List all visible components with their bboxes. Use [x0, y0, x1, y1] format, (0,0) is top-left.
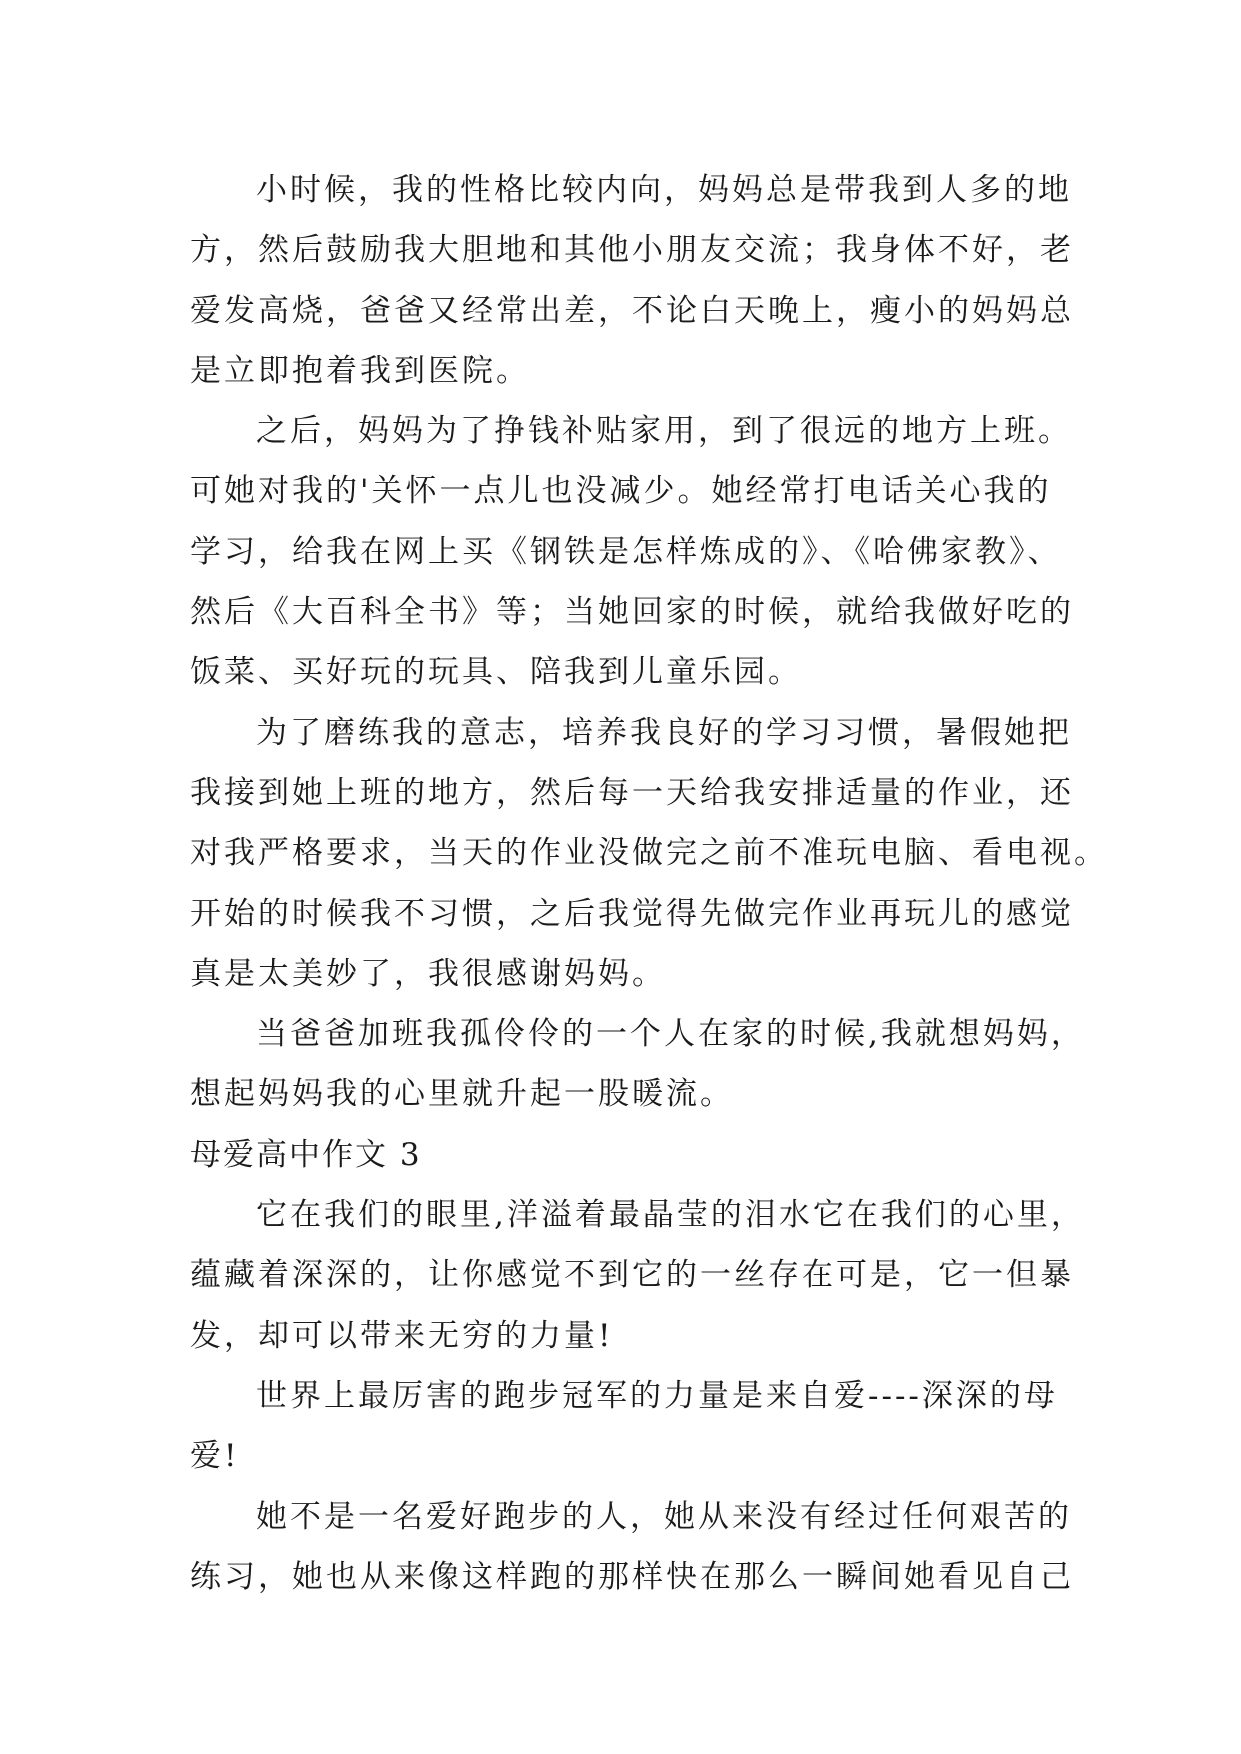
- paragraph-line: 真是太美妙了，我很感谢妈妈。: [190, 955, 666, 992]
- paragraph-line: 对我严格要求，当天的作业没做完之前不准玩电脑、看电视。: [190, 835, 1108, 872]
- paragraph-line: 世界上最厉害的跑步冠军的力量是来自爱----深深的母: [256, 1377, 1058, 1414]
- paragraph-line: 它在我们的眼里,洋溢着最晶莹的泪水它在我们的心里，: [256, 1197, 1085, 1234]
- paragraph-line: 想起妈妈我的心里就升起一股暖流。: [190, 1076, 734, 1113]
- paragraph-line: 开始的时候我不习惯，之后我觉得先做完作业再玩儿的感觉: [190, 895, 1074, 932]
- paragraph-line: 当爸爸加班我孤伶伶的一个人在家的时候,我就想妈妈，: [256, 1016, 1085, 1053]
- paragraph-line: 为了磨练我的意志，培养我良好的学习习惯，暑假她把: [256, 714, 1072, 751]
- paragraph-line: 学习，给我在网上买《钢铁是怎样炼成的》、《哈佛家教》、: [190, 533, 1062, 570]
- document-body: [190, 160, 1108, 1607]
- paragraph-line: 爱!: [190, 1438, 240, 1475]
- section-heading: 母爱高中作文 3: [190, 1136, 422, 1173]
- paragraph-line: 饭菜、买好玩的玩具、陪我到儿童乐园。: [190, 654, 802, 691]
- paragraph-line: 蕴藏着深深的，让你感觉不到它的一丝存在可是，它一但暴: [190, 1257, 1074, 1294]
- paragraph-line: 方，然后鼓励我大胆地和其他小朋友交流；我身体不好，老: [190, 232, 1074, 269]
- paragraph-line: 可她对我的'关怀一点儿也没减少。她经常打电话关心我的: [190, 473, 1052, 510]
- paragraph-line: 她不是一名爱好跑步的人，她从来没有经过任何艰苦的: [256, 1498, 1072, 1535]
- paragraph-line: 我接到她上班的地方，然后每一天给我安排适量的作业，还: [190, 774, 1074, 811]
- paragraph-line: 是立即抱着我到医院。: [190, 352, 530, 389]
- paragraph-line: 爱发高烧，爸爸又经常出差，不论白天晚上，瘦小的妈妈总: [190, 292, 1074, 329]
- paragraph-line: 发，却可以带来无穷的力量!: [190, 1317, 614, 1354]
- paragraph-line: 之后，妈妈为了挣钱补贴家用，到了很远的地方上班。: [256, 413, 1072, 450]
- paragraph-line: 然后《大百科全书》等；当她回家的时候，就给我做好吃的: [190, 594, 1074, 631]
- paragraph-line: 小时候，我的性格比较内向，妈妈总是带我到人多的地: [256, 172, 1072, 208]
- paragraph-line: 练习，她也从来像这样跑的那样快在那么一瞬间她看见自己: [190, 1558, 1074, 1595]
